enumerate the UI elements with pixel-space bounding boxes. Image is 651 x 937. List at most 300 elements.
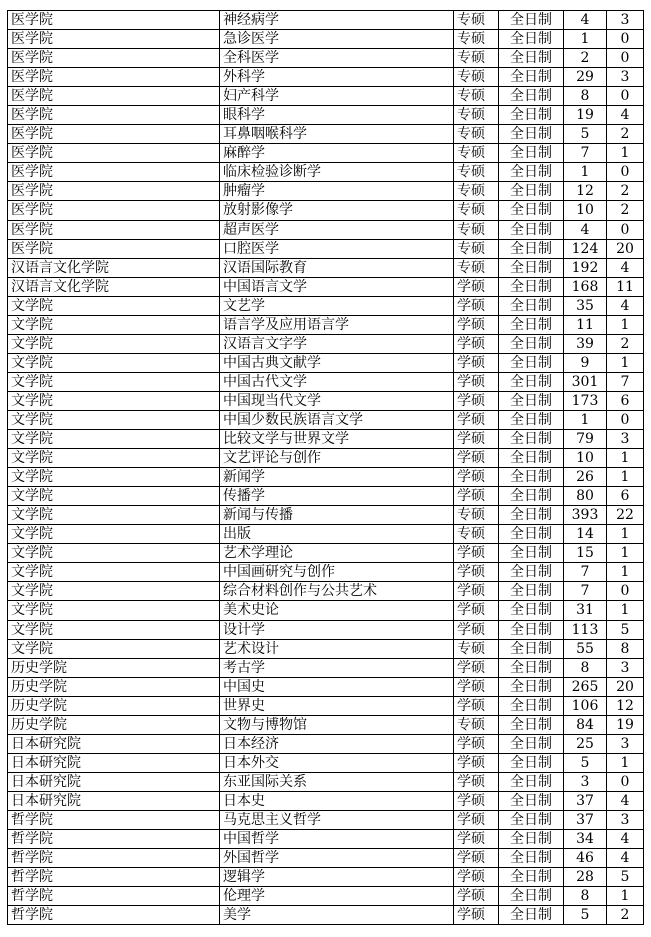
degree-type-cell: 学硕 (454, 849, 499, 868)
admitted-cell: 1 (607, 544, 644, 563)
school-cell: 文学院 (8, 487, 220, 506)
table-row (8, 506, 644, 525)
admitted-cell: 3 (607, 734, 644, 753)
table-row (8, 277, 644, 296)
applicants-cell: 5 (564, 125, 607, 144)
applicants-cell: 34 (564, 830, 607, 849)
school-cell: 日本研究院 (8, 791, 220, 810)
degree-type-cell: 学硕 (454, 582, 499, 601)
table-row (8, 182, 644, 201)
admitted-cell: 20 (607, 677, 644, 696)
degree-type-cell: 学硕 (454, 277, 499, 296)
study-mode-cell: 全日制 (499, 430, 564, 449)
school-cell: 文学院 (8, 315, 220, 334)
major-cell: 文艺评论与创作 (220, 449, 454, 468)
degree-type-cell: 学硕 (454, 772, 499, 791)
table-row (8, 791, 644, 810)
admitted-cell: 5 (607, 620, 644, 639)
study-mode-cell: 全日制 (499, 353, 564, 372)
major-cell: 日本经济 (220, 734, 454, 753)
major-cell: 美术史论 (220, 601, 454, 620)
major-cell: 比较文学与世界文学 (220, 430, 454, 449)
major-cell: 放射影像学 (220, 201, 454, 220)
table-row (8, 258, 644, 277)
applicants-cell: 25 (564, 734, 607, 753)
degree-type-cell: 专硕 (454, 639, 499, 658)
major-cell: 汉语国际教育 (220, 258, 454, 277)
school-cell: 文学院 (8, 639, 220, 658)
degree-type-cell: 专硕 (454, 68, 499, 87)
degree-type-cell: 学硕 (454, 487, 499, 506)
admitted-cell: 1 (607, 449, 644, 468)
major-cell: 耳鼻咽喉科学 (220, 125, 454, 144)
applicants-cell: 1 (564, 410, 607, 429)
admitted-cell: 2 (607, 125, 644, 144)
admitted-cell: 3 (607, 430, 644, 449)
study-mode-cell: 全日制 (499, 772, 564, 791)
degree-type-cell: 学硕 (454, 906, 499, 925)
major-cell: 新闻与传播 (220, 506, 454, 525)
admitted-cell: 2 (607, 906, 644, 925)
degree-type-cell: 学硕 (454, 468, 499, 487)
table-row (8, 353, 644, 372)
applicants-cell: 5 (564, 906, 607, 925)
study-mode-cell: 全日制 (499, 658, 564, 677)
degree-type-cell: 专硕 (454, 30, 499, 49)
school-cell: 历史学院 (8, 658, 220, 677)
school-cell: 汉语言文化学院 (8, 258, 220, 277)
school-cell: 文学院 (8, 296, 220, 315)
admitted-cell: 2 (607, 201, 644, 220)
applicants-cell: 28 (564, 868, 607, 887)
study-mode-cell: 全日制 (499, 506, 564, 525)
table-row (8, 544, 644, 563)
study-mode-cell: 全日制 (499, 372, 564, 391)
degree-type-cell: 学硕 (454, 449, 499, 468)
school-cell: 哲学院 (8, 906, 220, 925)
study-mode-cell: 全日制 (499, 11, 564, 30)
study-mode-cell: 全日制 (499, 410, 564, 429)
degree-type-cell: 学硕 (454, 620, 499, 639)
table-row (8, 315, 644, 334)
applicants-cell: 8 (564, 87, 607, 106)
study-mode-cell: 全日制 (499, 87, 564, 106)
applicants-cell: 39 (564, 334, 607, 353)
study-mode-cell: 全日制 (499, 68, 564, 87)
major-cell: 中国画研究与创作 (220, 563, 454, 582)
school-cell: 日本研究院 (8, 734, 220, 753)
degree-type-cell: 学硕 (454, 734, 499, 753)
study-mode-cell: 全日制 (499, 449, 564, 468)
admitted-cell: 4 (607, 849, 644, 868)
degree-type-cell: 专硕 (454, 144, 499, 163)
table-row (8, 220, 644, 239)
degree-type-cell: 学硕 (454, 296, 499, 315)
major-cell: 中国古典文献学 (220, 353, 454, 372)
table-row (8, 30, 644, 49)
school-cell: 医学院 (8, 68, 220, 87)
degree-type-cell: 专硕 (454, 163, 499, 182)
major-cell: 设计学 (220, 620, 454, 639)
admitted-cell: 0 (607, 220, 644, 239)
degree-type-cell: 专硕 (454, 87, 499, 106)
degree-type-cell: 学硕 (454, 677, 499, 696)
school-cell: 文学院 (8, 525, 220, 544)
major-cell: 日本外交 (220, 753, 454, 772)
school-cell: 日本研究院 (8, 753, 220, 772)
applicants-cell: 79 (564, 430, 607, 449)
study-mode-cell: 全日制 (499, 201, 564, 220)
degree-type-cell: 专硕 (454, 125, 499, 144)
school-cell: 历史学院 (8, 677, 220, 696)
table-row (8, 87, 644, 106)
major-cell: 艺术设计 (220, 639, 454, 658)
table-row (8, 734, 644, 753)
degree-type-cell: 专硕 (454, 525, 499, 544)
table-row (8, 125, 644, 144)
study-mode-cell: 全日制 (499, 849, 564, 868)
school-cell: 文学院 (8, 353, 220, 372)
school-cell: 医学院 (8, 106, 220, 125)
applicants-cell: 168 (564, 277, 607, 296)
major-cell: 中国史 (220, 677, 454, 696)
table-row (8, 525, 644, 544)
study-mode-cell: 全日制 (499, 830, 564, 849)
major-cell: 汉语言文字学 (220, 334, 454, 353)
study-mode-cell: 全日制 (499, 582, 564, 601)
school-cell: 哲学院 (8, 868, 220, 887)
school-cell: 医学院 (8, 87, 220, 106)
school-cell: 医学院 (8, 11, 220, 30)
study-mode-cell: 全日制 (499, 753, 564, 772)
study-mode-cell: 全日制 (499, 391, 564, 410)
school-cell: 文学院 (8, 563, 220, 582)
study-mode-cell: 全日制 (499, 810, 564, 829)
study-mode-cell: 全日制 (499, 144, 564, 163)
school-cell: 医学院 (8, 163, 220, 182)
table-row (8, 810, 644, 829)
major-cell: 中国古代文学 (220, 372, 454, 391)
admitted-cell: 0 (607, 30, 644, 49)
major-cell: 肿瘤学 (220, 182, 454, 201)
table-row (8, 334, 644, 353)
school-cell: 医学院 (8, 49, 220, 68)
table-row (8, 372, 644, 391)
applicants-cell: 4 (564, 11, 607, 30)
degree-type-cell: 学硕 (454, 830, 499, 849)
applicants-cell: 9 (564, 353, 607, 372)
degree-type-cell: 学硕 (454, 753, 499, 772)
study-mode-cell: 全日制 (499, 601, 564, 620)
study-mode-cell: 全日制 (499, 468, 564, 487)
applicants-cell: 7 (564, 582, 607, 601)
applicants-cell: 37 (564, 791, 607, 810)
school-cell: 历史学院 (8, 715, 220, 734)
major-cell: 神经病学 (220, 11, 454, 30)
study-mode-cell: 全日制 (499, 563, 564, 582)
applicants-cell: 12 (564, 182, 607, 201)
school-cell: 文学院 (8, 620, 220, 639)
table-row (8, 49, 644, 68)
table-row (8, 830, 644, 849)
table-row (8, 696, 644, 715)
major-cell: 外国哲学 (220, 849, 454, 868)
study-mode-cell: 全日制 (499, 163, 564, 182)
applicants-cell: 1 (564, 163, 607, 182)
study-mode-cell: 全日制 (499, 620, 564, 639)
major-cell: 传播学 (220, 487, 454, 506)
admitted-cell: 3 (607, 11, 644, 30)
table-row (8, 239, 644, 258)
degree-type-cell: 学硕 (454, 887, 499, 906)
table-row (8, 639, 644, 658)
applicants-cell: 8 (564, 658, 607, 677)
table-row (8, 11, 644, 30)
applicants-cell: 80 (564, 487, 607, 506)
study-mode-cell: 全日制 (499, 734, 564, 753)
degree-type-cell: 学硕 (454, 410, 499, 429)
degree-type-cell: 学硕 (454, 391, 499, 410)
study-mode-cell: 全日制 (499, 715, 564, 734)
applicants-cell: 393 (564, 506, 607, 525)
applicants-cell: 1 (564, 30, 607, 49)
admitted-cell: 1 (607, 353, 644, 372)
applicants-cell: 31 (564, 601, 607, 620)
table-row (8, 487, 644, 506)
applicants-cell: 2 (564, 49, 607, 68)
degree-type-cell: 学硕 (454, 658, 499, 677)
school-cell: 文学院 (8, 582, 220, 601)
admitted-cell: 1 (607, 753, 644, 772)
major-cell: 综合材料创作与公共艺术 (220, 582, 454, 601)
major-cell: 中国哲学 (220, 830, 454, 849)
major-cell: 文艺学 (220, 296, 454, 315)
admitted-cell: 1 (607, 468, 644, 487)
admitted-cell: 4 (607, 296, 644, 315)
table-row (8, 601, 644, 620)
school-cell: 日本研究院 (8, 772, 220, 791)
admitted-cell: 8 (607, 639, 644, 658)
major-cell: 麻醉学 (220, 144, 454, 163)
admitted-cell: 3 (607, 658, 644, 677)
degree-type-cell: 学硕 (454, 353, 499, 372)
applicants-cell: 3 (564, 772, 607, 791)
school-cell: 文学院 (8, 334, 220, 353)
admitted-cell: 1 (607, 315, 644, 334)
table-row (8, 620, 644, 639)
admitted-cell: 3 (607, 68, 644, 87)
admitted-cell: 2 (607, 182, 644, 201)
major-cell: 临床检验诊断学 (220, 163, 454, 182)
table-row (8, 144, 644, 163)
study-mode-cell: 全日制 (499, 49, 564, 68)
major-cell: 中国语言文学 (220, 277, 454, 296)
table-row (8, 658, 644, 677)
table-row (8, 868, 644, 887)
degree-type-cell: 学硕 (454, 563, 499, 582)
major-cell: 马克思主义哲学 (220, 810, 454, 829)
school-cell: 文学院 (8, 601, 220, 620)
applicants-cell: 14 (564, 525, 607, 544)
applicants-cell: 7 (564, 563, 607, 582)
admitted-cell: 1 (607, 563, 644, 582)
major-cell: 文物与博物馆 (220, 715, 454, 734)
applicants-cell: 55 (564, 639, 607, 658)
admitted-cell: 4 (607, 106, 644, 125)
admitted-cell: 0 (607, 87, 644, 106)
admitted-cell: 20 (607, 239, 644, 258)
school-cell: 哲学院 (8, 830, 220, 849)
degree-type-cell: 学硕 (454, 791, 499, 810)
admitted-cell: 1 (607, 525, 644, 544)
degree-type-cell: 专硕 (454, 106, 499, 125)
school-cell: 文学院 (8, 391, 220, 410)
admitted-cell: 0 (607, 410, 644, 429)
major-cell: 世界史 (220, 696, 454, 715)
applicants-cell: 192 (564, 258, 607, 277)
table-row (8, 449, 644, 468)
applicants-cell: 8 (564, 887, 607, 906)
study-mode-cell: 全日制 (499, 639, 564, 658)
applicants-cell: 7 (564, 144, 607, 163)
major-cell: 逻辑学 (220, 868, 454, 887)
admission-table (7, 10, 644, 925)
admitted-cell: 7 (607, 372, 644, 391)
study-mode-cell: 全日制 (499, 868, 564, 887)
study-mode-cell: 全日制 (499, 258, 564, 277)
table-row (8, 715, 644, 734)
table-row (8, 906, 644, 925)
degree-type-cell: 专硕 (454, 506, 499, 525)
school-cell: 文学院 (8, 544, 220, 563)
admitted-cell: 6 (607, 391, 644, 410)
study-mode-cell: 全日制 (499, 696, 564, 715)
degree-type-cell: 专硕 (454, 715, 499, 734)
applicants-cell: 301 (564, 372, 607, 391)
school-cell: 哲学院 (8, 887, 220, 906)
major-cell: 出版 (220, 525, 454, 544)
applicants-cell: 35 (564, 296, 607, 315)
applicants-cell: 46 (564, 849, 607, 868)
degree-type-cell: 学硕 (454, 372, 499, 391)
applicants-cell: 265 (564, 677, 607, 696)
major-cell: 超声医学 (220, 220, 454, 239)
admitted-cell: 5 (607, 868, 644, 887)
applicants-cell: 173 (564, 391, 607, 410)
degree-type-cell: 学硕 (454, 430, 499, 449)
major-cell: 伦理学 (220, 887, 454, 906)
admitted-cell: 0 (607, 772, 644, 791)
table-row (8, 849, 644, 868)
admitted-cell: 0 (607, 582, 644, 601)
degree-type-cell: 学硕 (454, 334, 499, 353)
admitted-cell: 1 (607, 601, 644, 620)
school-cell: 哲学院 (8, 849, 220, 868)
table-row (8, 106, 644, 125)
major-cell: 语言学及应用语言学 (220, 315, 454, 334)
study-mode-cell: 全日制 (499, 125, 564, 144)
study-mode-cell: 全日制 (499, 277, 564, 296)
admitted-cell: 1 (607, 887, 644, 906)
degree-type-cell: 学硕 (454, 868, 499, 887)
admitted-cell: 3 (607, 810, 644, 829)
school-cell: 文学院 (8, 468, 220, 487)
school-cell: 医学院 (8, 182, 220, 201)
degree-type-cell: 学硕 (454, 601, 499, 620)
table-row (8, 677, 644, 696)
degree-type-cell: 专硕 (454, 239, 499, 258)
applicants-cell: 26 (564, 468, 607, 487)
table-row (8, 753, 644, 772)
school-cell: 文学院 (8, 410, 220, 429)
study-mode-cell: 全日制 (499, 677, 564, 696)
table-row (8, 391, 644, 410)
study-mode-cell: 全日制 (499, 544, 564, 563)
study-mode-cell: 全日制 (499, 887, 564, 906)
admitted-cell: 2 (607, 334, 644, 353)
applicants-cell: 19 (564, 106, 607, 125)
study-mode-cell: 全日制 (499, 791, 564, 810)
major-cell: 日本史 (220, 791, 454, 810)
degree-type-cell: 学硕 (454, 544, 499, 563)
school-cell: 历史学院 (8, 696, 220, 715)
degree-type-cell: 学硕 (454, 810, 499, 829)
admitted-cell: 11 (607, 277, 644, 296)
major-cell: 东亚国际关系 (220, 772, 454, 791)
admitted-cell: 0 (607, 163, 644, 182)
applicants-cell: 37 (564, 810, 607, 829)
admitted-cell: 22 (607, 506, 644, 525)
school-cell: 文学院 (8, 449, 220, 468)
major-cell: 妇产科学 (220, 87, 454, 106)
school-cell: 文学院 (8, 506, 220, 525)
applicants-cell: 113 (564, 620, 607, 639)
school-cell: 文学院 (8, 430, 220, 449)
major-cell: 外科学 (220, 68, 454, 87)
admitted-cell: 4 (607, 791, 644, 810)
admitted-cell: 0 (607, 49, 644, 68)
applicants-cell: 84 (564, 715, 607, 734)
admitted-cell: 12 (607, 696, 644, 715)
major-cell: 口腔医学 (220, 239, 454, 258)
study-mode-cell: 全日制 (499, 220, 564, 239)
major-cell: 考古学 (220, 658, 454, 677)
degree-type-cell: 学硕 (454, 315, 499, 334)
applicants-cell: 106 (564, 696, 607, 715)
major-cell: 全科医学 (220, 49, 454, 68)
admitted-cell: 4 (607, 258, 644, 277)
admitted-cell: 1 (607, 144, 644, 163)
table-row (8, 582, 644, 601)
degree-type-cell: 专硕 (454, 258, 499, 277)
table-row (8, 296, 644, 315)
study-mode-cell: 全日制 (499, 182, 564, 201)
degree-type-cell: 专硕 (454, 220, 499, 239)
study-mode-cell: 全日制 (499, 315, 564, 334)
degree-type-cell: 专硕 (454, 11, 499, 30)
admitted-cell: 6 (607, 487, 644, 506)
major-cell: 眼科学 (220, 106, 454, 125)
degree-type-cell: 学硕 (454, 696, 499, 715)
school-cell: 医学院 (8, 125, 220, 144)
major-cell: 急诊医学 (220, 30, 454, 49)
major-cell: 中国少数民族语言文学 (220, 410, 454, 429)
school-cell: 文学院 (8, 372, 220, 391)
applicants-cell: 5 (564, 753, 607, 772)
applicants-cell: 4 (564, 220, 607, 239)
table-row (8, 163, 644, 182)
table-row (8, 410, 644, 429)
